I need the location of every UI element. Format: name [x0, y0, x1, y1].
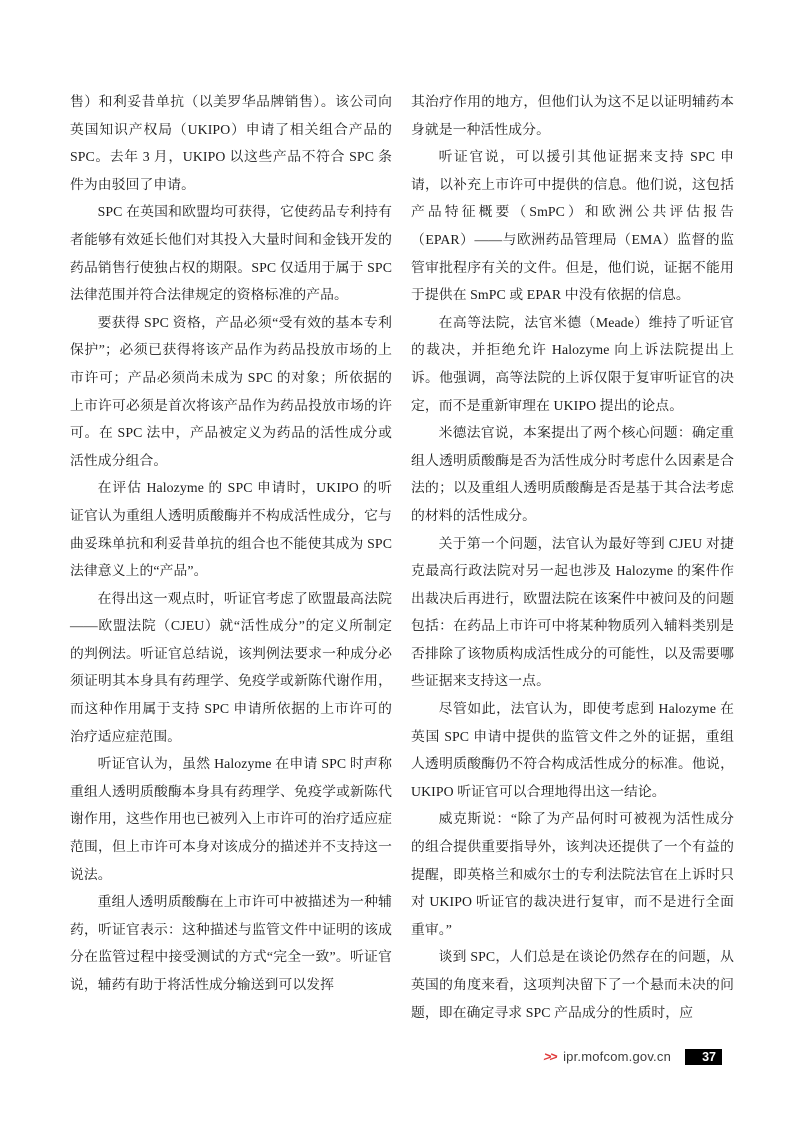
right-column — [411, 88, 734, 1026]
paragraph: 关于第一个问题，法官认为最好等到 CJEU 对捷克最高行政法院对另一起也涉及 Halozyme 的案件作出裁决后再进行，欧盟法院在该案件中被问及的问题包括：在药品上市许可中将某种物质列入辅料类别是否排除了该物质构成活性成分的可能性，以及需要哪些证据来支持这一点。 — [411, 535, 734, 689]
paragraph: 其治疗作用的地方，但他们认为这不足以证明辅药本身就是一种活性成分。 — [411, 94, 734, 137]
paragraph: 听证官认为，虽然 Halozyme 在申请 SPC 时声称重组人透明质酸酶本身具有药理学、免疫学或新陈代谢作用，这些作用也已被列入上市许可的治疗适应症范围，但上市许可本身对该成分的描述并不支持这一说法。 — [70, 756, 392, 882]
paragraph: 米德法官说，本案提出了两个核心问题：确定重组人透明质酸酶是否为活性成分时考虑什么因素是合法的；以及重组人透明质酸酶是否是基于其合法考虑的材料的活性成分。 — [411, 425, 734, 523]
left-column — [70, 88, 392, 999]
footer-url: ipr.mofcom.gov.cn — [563, 1049, 671, 1064]
paragraph: 威克斯说：“除了为产品何时可被视为活性成分的组合提供重要指导外，该判决还提供了一个有益的提醒，即英格兰和威尔士的专利法院法官在上诉时只对 UKIPO 听证官的裁决进行复审，而不是进行全面重审。” — [411, 811, 734, 937]
paragraph: 在高等法院，法官米德（Meade）维持了听证官的裁决，并拒绝允许 Halozyme 向上诉法院提出上诉。他强调，高等法院的上诉仅限于复审听证官的决定，而不是重新审理在 UKIPO 提出的论点。 — [411, 314, 734, 413]
paragraph: 在得出这一观点时，听证官考虑了欧盟最高法院——欧盟法院（CJEU）就“活性成分”的定义所制定的判例法。听证官总结说，该判例法要求一种成分必须证明其本身具有药理学、免疫学或新陈代谢作用，而这种作用属于支持 SPC 申请所依据的上市许可的治疗适应症范围。 — [70, 590, 392, 744]
paragraph: 尽管如此，法官认为，即使考虑到 Halozyme 在英国 SPC 申请中提供的监管文件之外的证据，重组人透明质酸酶仍不符合构成活性成分的标准。他说，UKIPO 听证官可以合理地得出这一结论。 — [411, 701, 734, 799]
paragraph: 重组人透明质酸酶在上市许可中被描述为一种辅药，听证官表示：这种描述与监管文件中证明的该成分在监管过程中接受测试的方式“完全一致”。听证官说，辅药有助于将活性成分输送到可以发挥 — [70, 894, 392, 992]
paragraph: 要获得 SPC 资格，产品必须“受有效的基本专利保护”；必须已获得将该产品作为药品投放市场的上市许可；产品必须尚未成为 SPC 的对象；所依据的上市许可必须是首次将该产品作为药品投放市场的许可。在 SPC 法中，产品被定义为药品的活性成分或活性成分组合。 — [70, 314, 392, 468]
page-number-badge: 37 — [685, 1049, 722, 1065]
paragraph: 听证官说，可以援引其他证据来支持 SPC 申请，以补充上市许可中提供的信息。他们说，这包括产品特征概要（SmPC）和欧洲公共评估报告（EPAR）——与欧洲药品管理局（EMA）监督的监管审批程序有关的文件。但是，他们说，证据不能用于提供在 SmPC 或 EPAR 中没有依据的信息。 — [411, 149, 734, 303]
chevron-right-icon: >> — [542, 1049, 558, 1064]
paragraph: 售）和利妥昔单抗（以美罗华品牌销售）。该公司向英国知识产权局（UKIPO）申请了相关组合产品的 SPC。去年 3 月，UKIPO 以这些产品不符合 SPC 条件为由驳回了申请。 — [70, 94, 392, 192]
paragraph: 谈到 SPC，人们总是在谈论仍然存在的问题，从英国的角度来看，这项判决留下了一个悬而未决的问题，即在确定寻求 SPC 产品成分的性质时，应 — [411, 949, 734, 1020]
page-footer — [544, 1048, 722, 1065]
paragraph: 在评估 Halozyme 的 SPC 申请时，UKIPO 的听证官认为重组人透明质酸酶并不构成活性成分，它与曲妥珠单抗和利妥昔单抗的组合也不能使其成为 SPC 法律意义上的“产品”。 — [70, 480, 392, 579]
paragraph: SPC 在英国和欧盟均可获得，它使药品专利持有者能够有效延长他们对其投入大量时间和金钱开发的药品销售行使独占权的期限。SPC 仅适用于属于 SPC 法律范围并符合法律规定的资格标准的产品。 — [70, 204, 392, 303]
